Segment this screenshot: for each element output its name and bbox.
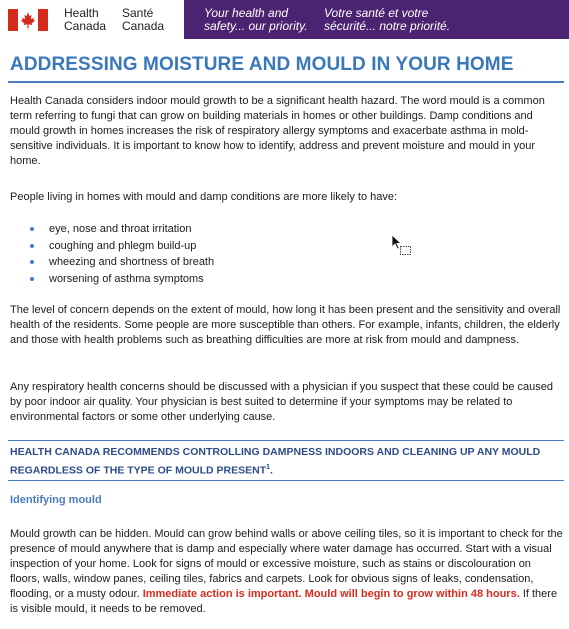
recommendation-callout: HEALTH CANADA RECOMMENDS CONTROLLING DAMPNESS INDOORS AND CLEANING UP ANY MOULD REGARDLESS OF THE TYPE OF MOULD PRESENT$^1$. — [10, 446, 541, 477]
intro-paragraph: Health Canada considers indoor mould growth to be a significant health hazard. The word mould is a common term referring to fungi that can grow on building materials in homes or other buildings. Damp conditions and mould growth in homes increases the risk of respiratory allergy symptoms and exacerbate asthma in mold-sensitive individuals. It is important to know how to identify, address and prevent moisture and mould in your home. — [10, 95, 545, 167]
symptom-list — [30, 221, 214, 287]
slogan-fr: Votre santé et votre sécurité... notre priorité. — [324, 6, 451, 33]
slogan-banner — [184, 0, 569, 39]
list-item: coughing and phlegm build-up — [30, 238, 214, 255]
bullet-icon — [30, 277, 34, 281]
title-divider — [8, 81, 564, 83]
slogan-en: Your health and safety... our priority. — [204, 6, 308, 33]
bullet-icon — [30, 244, 34, 248]
section-heading-identifying-mould: Identifying mould — [10, 494, 102, 506]
department-name-en: Health Canada — [64, 6, 107, 33]
page-title: ADDRESSING MOISTURE AND MOULD IN YOUR HOME — [10, 54, 514, 75]
canada-flag-icon — [8, 9, 48, 31]
urgent-warning: Immediate action is important. Mould will begin to grow within 48 hours. — [142, 588, 520, 600]
concern-paragraph: The level of concern depends on the extent of mould, how long it has been present and the sensitivity and overall health of the residents. Some people are more susceptible than others. For example, infants, children, the elderly and those with health problems such as breathing difficulties are more at risk from mould and dampness. — [10, 304, 561, 346]
bullet-icon — [30, 260, 34, 264]
site-header — [0, 0, 569, 44]
bullet-icon — [30, 227, 34, 231]
symptoms-lead-in: People living in homes with mould and damp conditions are more likely to have: — [10, 191, 398, 203]
physician-paragraph: Any respiratory health concerns should be discussed with a physician if you suspect that these could be caused by poor indoor air quality. Your physician is best suited to determine if your symptoms may be related to environmental factors or some other underlying cause. — [10, 381, 553, 423]
recommendation-top-rule — [8, 440, 564, 441]
list-item: eye, nose and throat irritation — [30, 221, 214, 238]
identifying-paragraph: Mould growth can be hidden. Mould can grow behind walls or above ceiling tiles, so it is important to check for the presence of mould anywhere that is damp and especially where water damage has occurred. Start with a visual inspection of your home. Look for signs of mould or excessive moisture, such as stains or discolouration on floors, walls, window panes, ceiling tiles, fabrics and carpets. Look for obvious signs of leaks, condensation, flooding, or a musty odour. Immediate action is important. Mould will begin to grow within 48 hours. If there is visible mould, it needs to be removed. — [10, 528, 563, 615]
footnote-marker[interactable]: 1 — [266, 464, 271, 471]
list-item: worsening of asthma symptoms — [30, 271, 214, 288]
list-item: wheezing and shortness of breath — [30, 254, 214, 271]
mouse-pointer-icon — [391, 234, 413, 256]
recommendation-bottom-rule — [8, 480, 564, 481]
department-name-fr: Santé Canada — [122, 6, 165, 33]
